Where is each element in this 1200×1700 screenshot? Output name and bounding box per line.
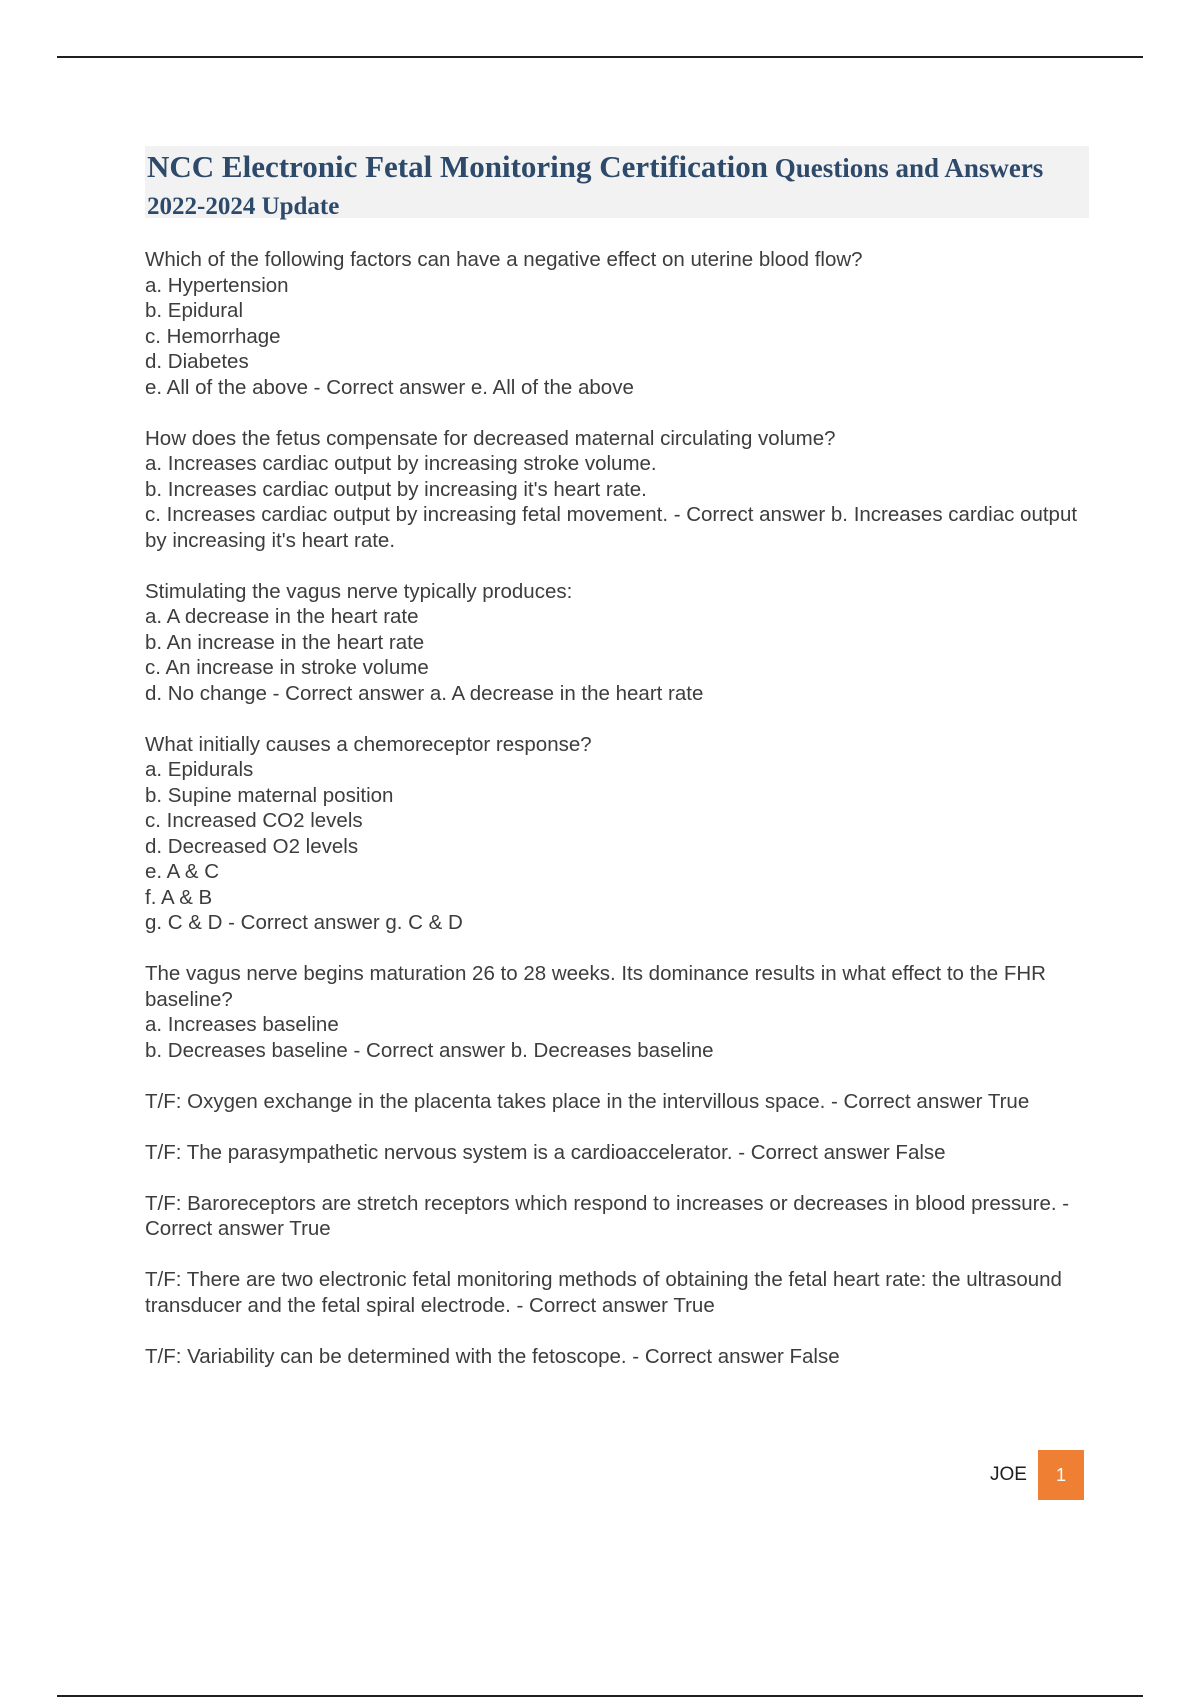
answer-option: a. Increases baseline (145, 1013, 339, 1036)
question-block (145, 1267, 1090, 1318)
question-text: What initially causes a chemoreceptor response? (145, 732, 592, 756)
answer-option: e. A & C (145, 860, 220, 883)
question-block (145, 579, 1090, 707)
top-rule (57, 56, 1143, 58)
answer-option: c. An increase in stroke volume (145, 656, 429, 679)
title-main: NCC Electronic Fetal Monitoring Certification (147, 149, 768, 184)
answer-option: b. An increase in the heart rate (145, 630, 425, 654)
answer-option: b. Epidural (145, 299, 244, 322)
answer-option: a. Increases cardiac output by increasing stroke volume. (145, 452, 657, 475)
question-block (145, 732, 1090, 936)
question-text: T/F: Variability can be determined with the fetoscope. - Correct answer False (145, 1344, 840, 1368)
answer-option: b. Supine maternal position (145, 783, 394, 807)
answer-option: a. Epidurals (145, 758, 254, 781)
question-text: T/F: Oxygen exchange in the placenta takes place in the intervillous space. - Correct answer True (145, 1089, 1030, 1113)
question-block (145, 426, 1090, 554)
title-line-2: 2022-2024 Update (147, 193, 340, 220)
answer-option: c. Increases cardiac output by increasing fetal movement. - Correct answer b. Increases cardiac output by increasing it's heart rate. (145, 503, 1078, 552)
question-text: T/F: The parasympathetic nervous system is a cardioaccelerator. - Correct answer False (145, 1140, 946, 1164)
answer-option: b. Increases cardiac output by increasing it's heart rate. (145, 477, 647, 501)
question-block (145, 1344, 1090, 1370)
page-footer (990, 1450, 1084, 1500)
answer-option: f. A & B (145, 885, 213, 909)
answer-option: d. Diabetes (145, 350, 249, 373)
answer-option: c. Increased CO2 levels (145, 809, 363, 832)
answer-option: c. Hemorrhage (145, 324, 281, 348)
question-text: Stimulating the vagus nerve typically produces: (145, 579, 573, 603)
question-text: How does the fetus compensate for decreased maternal circulating volume? (145, 426, 836, 450)
footer-author: JOE (990, 1464, 1027, 1485)
question-text: Which of the following factors can have a negative effect on uterine blood flow? (145, 248, 863, 271)
title-subtitle: Questions and Answers (768, 153, 1044, 183)
page-number-badge: 1 (1038, 1450, 1084, 1500)
question-block (145, 247, 1090, 400)
answer-option: a. Hypertension (145, 273, 289, 297)
question-text: T/F: There are two electronic fetal monitoring methods of obtaining the fetal heart rate: the ultrasound transducer and the fetal spiral electrode. - Correct answer True (145, 1268, 1062, 1317)
bottom-rule (57, 1695, 1143, 1697)
question-block (145, 1191, 1090, 1242)
answer-option: a. A decrease in the heart rate (145, 605, 419, 628)
answer-option: g. C & D - Correct answer g. C & D (145, 911, 463, 934)
question-block (145, 961, 1090, 1063)
document-title (145, 146, 1089, 218)
question-list (145, 247, 1090, 1395)
title-line-1 (147, 148, 1087, 192)
question-block (145, 1140, 1090, 1166)
question-text: T/F: Baroreceptors are stretch receptors which respond to increases or decreases in blood pressure. - Correct answer True (145, 1191, 1070, 1240)
answer-option: d. Decreased O2 levels (145, 834, 359, 858)
question-text: The vagus nerve begins maturation 26 to 28 weeks. Its dominance results in what effect to the FHR baseline? (145, 962, 1046, 1011)
answer-option: e. All of the above - Correct answer e. All of the above (145, 375, 634, 399)
question-block (145, 1089, 1090, 1115)
answer-option: d. No change - Correct answer a. A decrease in the heart rate (145, 681, 704, 705)
answer-option: b. Decreases baseline - Correct answer b. Decreases baseline (145, 1038, 714, 1062)
